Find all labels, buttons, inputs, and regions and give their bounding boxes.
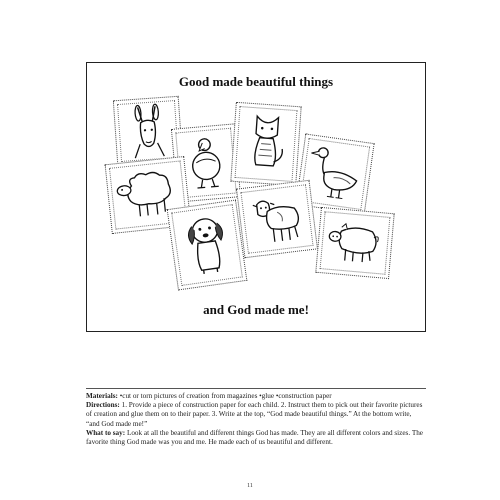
- page-number: 11: [247, 483, 253, 489]
- directions-label: Directions:: [86, 401, 120, 410]
- instructions-block: [86, 392, 426, 447]
- materials-line: [86, 392, 426, 401]
- activity-title: Good made beautiful things: [178, 74, 334, 89]
- card-border: [320, 211, 391, 275]
- card-border: [235, 106, 298, 182]
- materials-text: •cut or torn pictures of creation from magazines •glue •construction paper: [117, 392, 332, 400]
- card-border: [117, 100, 179, 162]
- what-to-say-line: [86, 429, 426, 447]
- card-pig: [315, 207, 394, 279]
- card-cat: [230, 102, 301, 186]
- materials-label: Materials:: [86, 392, 118, 400]
- directions-text: 1. Provide a piece of construction paper for each child. 2. Instruct them to pick out their favorite pictures of creation and glue them on to their paper. 3. Write at the top, “God made beautiful things.” At the bottom write, “and God made me!”: [86, 401, 423, 428]
- what-to-say-text: Look at all the beautiful and different things God has made. They are all different colors and sizes. The favorite thing God made was you and me. He made each of us beautiful and different.: [86, 428, 423, 447]
- what-to-say-label: What to say:: [86, 428, 126, 437]
- directions-line: [86, 401, 426, 429]
- card-calf: [236, 180, 318, 258]
- card-border: [240, 184, 313, 254]
- divider: [86, 388, 426, 389]
- activity-subtitle: and God made me!: [203, 302, 309, 317]
- card-puppy: [167, 200, 248, 291]
- card-border: [171, 204, 243, 286]
